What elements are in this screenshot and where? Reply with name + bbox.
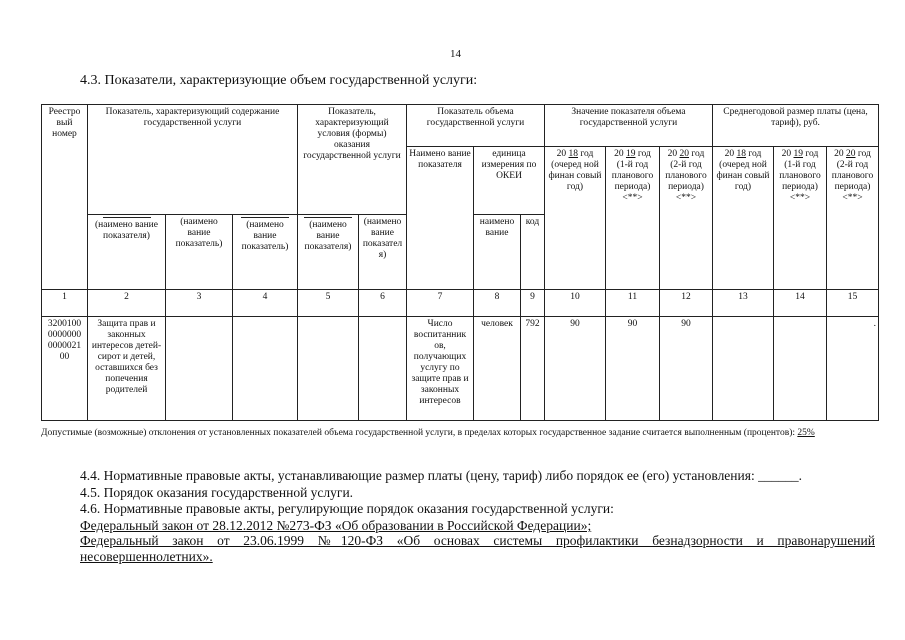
subheader-condition-1: (наимено вание показателя) <box>298 215 359 290</box>
header-unit-name: наимено вание <box>474 215 521 290</box>
header-value-year-3: 20 20 год (2-й год планового периода) <**> <box>660 147 713 290</box>
subheader-content-2: (наимено вание показатель) <box>166 215 233 290</box>
column-number: 6 <box>359 290 407 317</box>
column-number: 10 <box>545 290 606 317</box>
paragraph-4-4: 4.4. Нормативные правовые акты, устанавливающие размер платы (цену, тариф) либо порядок ее (его) установления: ______. <box>80 468 802 483</box>
cell-value-year-3: 90 <box>660 317 713 421</box>
column-number: 5 <box>298 290 359 317</box>
cell-empty <box>774 317 827 421</box>
paragraph-4-5: 4.5. Порядок оказания государственной услуги. <box>80 485 354 500</box>
cell-registry-number: 3200100 0000000 0000021 00 <box>42 317 88 421</box>
header-fee-year-2: 20 19 год (1-й год планового периода) <**> <box>774 147 827 290</box>
page-number: 14 <box>450 48 461 60</box>
column-number: 11 <box>606 290 660 317</box>
column-number-row <box>42 290 879 317</box>
blank-line <box>103 217 151 218</box>
cell-fee-year-3: . <box>827 317 879 421</box>
section-title: 4.3. Показатели, характеризующие объем государственной услуги: <box>80 73 478 88</box>
column-number: 14 <box>774 290 827 317</box>
header-value-year-1: 20 18 год (очеред ной финан совый год) <box>545 147 606 290</box>
column-number: 8 <box>474 290 521 317</box>
column-number: 3 <box>166 290 233 317</box>
tolerance-note: Допустимые (возможные) отклонения от установленных показателей объема государственной услуги, в пределах которых государственное задание считается выполненным (процентов): 25% <box>41 428 815 438</box>
column-number: 13 <box>713 290 774 317</box>
header-volume-indicator: Показатель объема государственной услуги <box>407 105 545 147</box>
cell-value-year-2: 90 <box>606 317 660 421</box>
law-reference-1: Федеральный закон от 28.12.2012 №273-ФЗ «Об образовании в Российской Федерации»; <box>80 518 592 533</box>
cell-unit-code: 792 <box>521 317 545 421</box>
header-value-year-2: 20 19 год (1-й год планового периода) <**> <box>606 147 660 290</box>
column-number: 15 <box>827 290 879 317</box>
cell-empty <box>359 317 407 421</box>
table-row <box>42 317 879 421</box>
column-number: 2 <box>88 290 166 317</box>
cell-content-indicator: Защита прав и законных интересов детей-сирот и детей, оставшихся без попечения родителей <box>88 317 166 421</box>
header-registry-number: Реестро вый номер <box>42 105 88 290</box>
cell-empty <box>166 317 233 421</box>
subheader-condition-2: (наимено вание показател я) <box>359 215 407 290</box>
header-content-indicator: Показатель, характеризующий содержание государственной услуги <box>88 105 298 215</box>
column-number: 1 <box>42 290 88 317</box>
blank-line <box>241 217 289 218</box>
column-number: 9 <box>521 290 545 317</box>
cell-unit-name: человек <box>474 317 521 421</box>
header-indicator-name: Наимено вание показателя <box>407 147 474 290</box>
cell-indicator-name: Число воспитанник ов, получающих услугу по защите прав и законных интересов <box>407 317 474 421</box>
column-number: 4 <box>233 290 298 317</box>
header-fee-year-3: 20 20 год (2-й год планового периода) <**> <box>827 147 879 290</box>
header-unit-okei: единица измерения по ОКЕИ <box>474 147 545 215</box>
subheader-content-1: (наимено вание показателя) <box>88 215 166 290</box>
cell-empty <box>233 317 298 421</box>
paragraph-4-6: 4.6. Нормативные правовые акты, регулирующие порядок оказания государственной услуги: <box>80 501 614 516</box>
header-average-fee: Среднегодовой размер платы (цена, тариф), руб. <box>713 105 879 147</box>
cell-value-year-1: 90 <box>545 317 606 421</box>
header-condition-indicator: Показатель, характеризующий условия (формы) оказания государственной услуги <box>298 105 407 215</box>
tolerance-value: 25% <box>797 428 815 438</box>
header-volume-value: Значение показателя объема государственной услуги <box>545 105 713 147</box>
header-unit-code: код <box>521 215 545 290</box>
volume-indicators-table <box>41 104 879 421</box>
column-number: 12 <box>660 290 713 317</box>
header-fee-year-1: 20 18 год (очеред ной финан совый год) <box>713 147 774 290</box>
subheader-content-3: (наимено вание показатель) <box>233 215 298 290</box>
column-number: 7 <box>407 290 474 317</box>
cell-empty <box>713 317 774 421</box>
law-reference-2: Федеральный закон от 23.06.1999 №120-ФЗ «Об основах системы профилактики безнадзорности и правонарушений несовершеннолетних». <box>80 533 875 564</box>
blank-line <box>304 217 352 218</box>
cell-empty <box>298 317 359 421</box>
